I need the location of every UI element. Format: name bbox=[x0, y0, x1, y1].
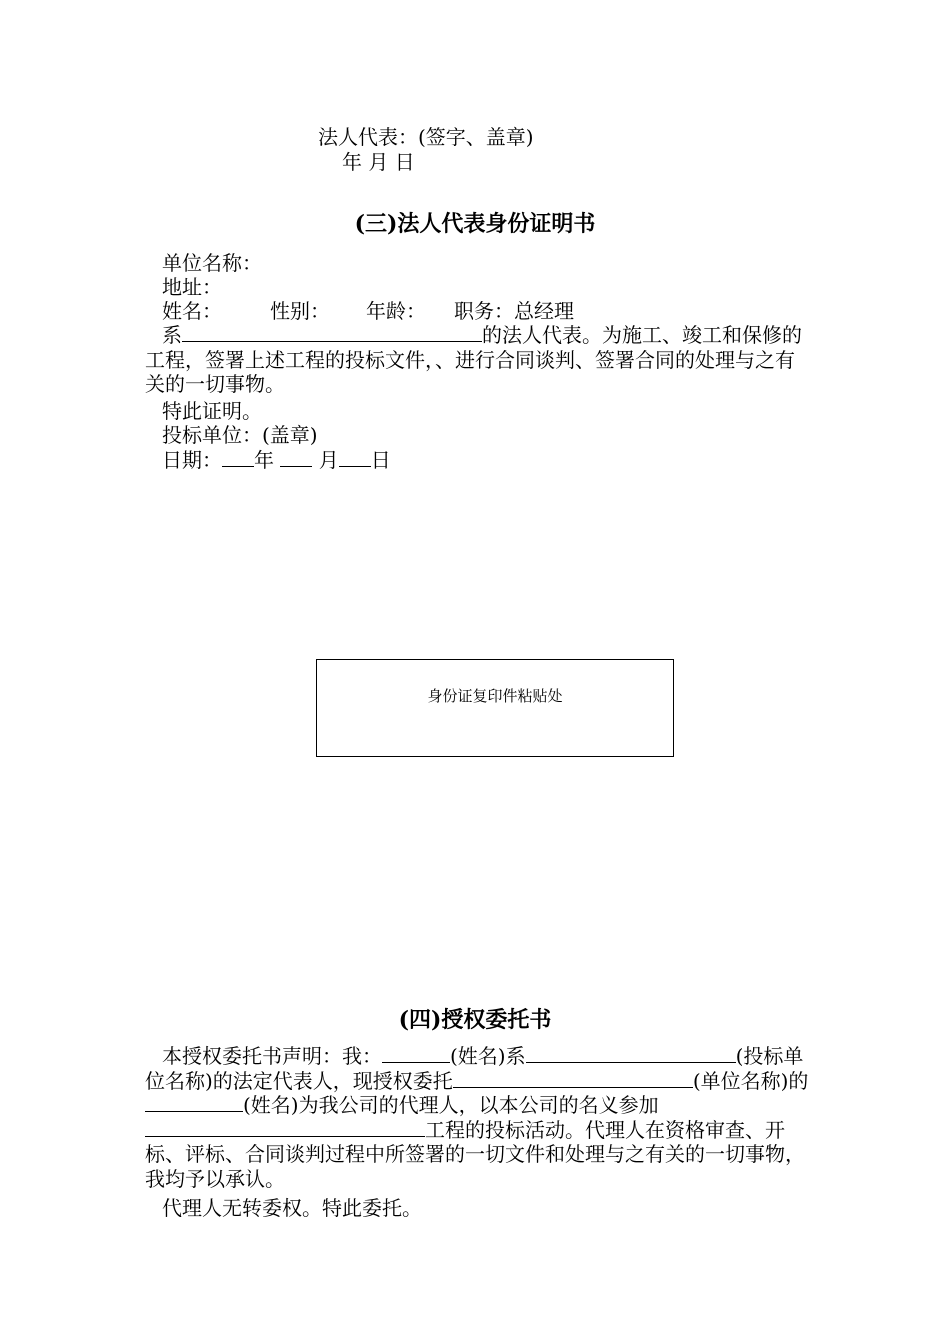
year-blank bbox=[222, 448, 254, 467]
personal-info-row bbox=[162, 299, 574, 323]
project-name-blank bbox=[145, 1118, 425, 1137]
month-blank bbox=[280, 448, 312, 467]
address-label: 地址： bbox=[162, 275, 222, 299]
auth-text-1: 本授权委托书声明：我： bbox=[162, 1044, 382, 1068]
id-copy-box bbox=[316, 659, 674, 757]
legal-rep-paragraph bbox=[145, 323, 809, 397]
auth-text-3: (投标单位名称)的法定代表人，现授权委托 bbox=[145, 1044, 804, 1093]
month-label: 月 bbox=[318, 448, 339, 472]
date-label: 日期： bbox=[162, 448, 222, 472]
date-line: 年 月 日 bbox=[342, 150, 415, 174]
agent-name-blank bbox=[145, 1093, 243, 1112]
day-label: 日 bbox=[370, 448, 391, 472]
age-label: 年龄： bbox=[366, 299, 426, 323]
auth-text-2: (姓名)系 bbox=[450, 1044, 526, 1068]
section3-title: (三)法人代表身份证明书 bbox=[354, 211, 596, 237]
name-label: 姓名： bbox=[162, 299, 222, 323]
legal-rep-sign-line: 法人代表：(签字、盖章) bbox=[318, 125, 534, 149]
unit-name-label: 单位名称： bbox=[162, 251, 262, 275]
para-text: 的法人代表。为施工、竣工和保修的工程，签署上述工程的投标文件，、进行合同谈判、签署合同的处理与之有关的一切事物。 bbox=[145, 323, 802, 396]
entrusted-unit-blank bbox=[453, 1069, 693, 1088]
no-sub-delegation-text: 代理人无转委权。特此委托。 bbox=[162, 1196, 422, 1220]
day-blank bbox=[339, 448, 371, 467]
gender-label: 性别： bbox=[270, 299, 330, 323]
date-fill-line bbox=[162, 448, 391, 472]
auth-text-4: (单位名称)的 bbox=[692, 1068, 809, 1093]
bidder-stamp-line: 投标单位：(盖章) bbox=[162, 423, 318, 447]
company-blank bbox=[182, 323, 482, 342]
certify-text: 特此证明。 bbox=[162, 399, 262, 423]
position-label: 职务：总经理 bbox=[454, 299, 574, 323]
section4-title: (四)授权委托书 bbox=[398, 1007, 552, 1033]
year-label: 年 bbox=[254, 448, 274, 472]
authorizer-name-blank bbox=[382, 1044, 450, 1063]
para-prefix: 系 bbox=[162, 323, 182, 347]
authorization-paragraph bbox=[145, 1044, 809, 1191]
auth-text-6: 工程的投标活动。代理人在资格审查、开标、评标、合同谈判过程中所签署的一切文件和处理与之有关的一切事物，我均予以承认。 bbox=[145, 1117, 805, 1191]
auth-text-5: (姓名)为我公司的代理人，以本公司的名义参加 bbox=[243, 1093, 659, 1117]
bidder-name-blank bbox=[526, 1044, 736, 1063]
id-copy-box-label: 身份证复印件粘贴处 bbox=[427, 687, 563, 705]
